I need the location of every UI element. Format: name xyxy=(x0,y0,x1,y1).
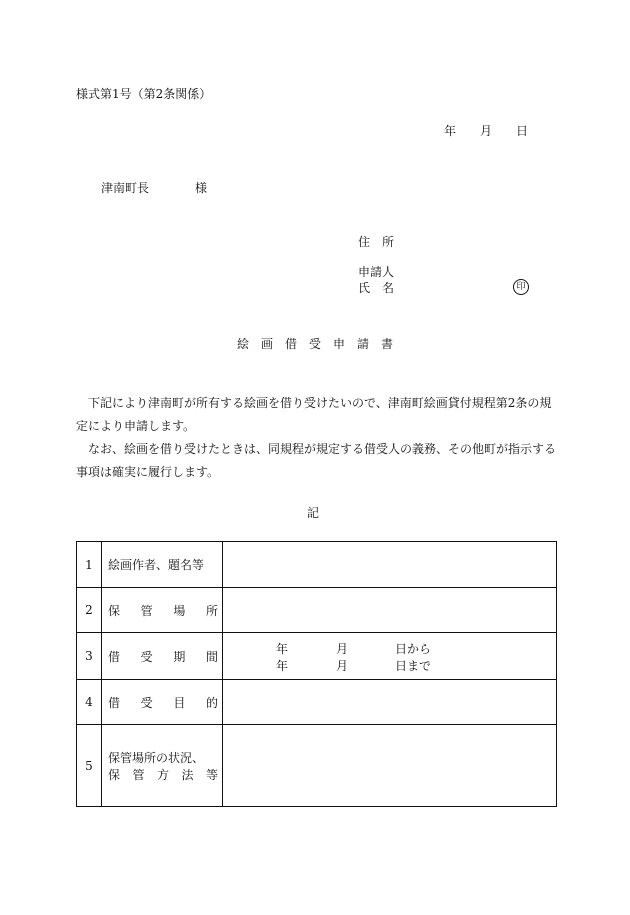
form-number: 様式第1号（第2条関係） xyxy=(76,87,212,101)
label-char: 的 xyxy=(205,695,218,710)
row-number: 1 xyxy=(77,542,102,588)
addressee-honorific: 様 xyxy=(195,181,208,195)
label-char: 間 xyxy=(205,649,218,664)
label-char: 借 xyxy=(108,649,121,664)
label-char: 保 xyxy=(108,767,121,782)
label-char: 所 xyxy=(205,603,218,618)
label-char: 期 xyxy=(173,649,186,664)
date-year-label: 年 xyxy=(444,124,457,138)
from-day: 日から xyxy=(395,642,432,656)
body-paragraph-1: 下記により津南町が所有する絵画を借り受けたいので、津南町絵画貸付規程第2条の規定により申請します。 xyxy=(76,396,552,433)
label-char: 受 xyxy=(140,649,153,664)
row-number: 4 xyxy=(77,680,102,725)
artwork-field[interactable] xyxy=(223,542,557,588)
table-row xyxy=(77,725,557,807)
label-line-1: 保管場所の状況、 xyxy=(108,750,205,765)
label-char: 管 xyxy=(132,767,145,782)
to-month: 月 xyxy=(336,659,349,673)
label-char: 保 xyxy=(108,603,121,618)
row-label xyxy=(102,588,223,633)
applicant-label: 申請人 xyxy=(358,265,395,279)
label-char: 法 xyxy=(181,767,194,782)
addressee-name: 津南町長 xyxy=(101,181,150,195)
name-label: 氏 名 xyxy=(358,281,395,295)
loan-purpose-field[interactable] xyxy=(223,680,557,725)
row-label xyxy=(102,633,223,680)
document-title: 絵 画 借 受 申 請 書 xyxy=(237,337,394,351)
label-char: 等 xyxy=(205,767,218,782)
label-char: 目 xyxy=(173,695,186,710)
label-char: 場 xyxy=(173,603,186,618)
row-number: 5 xyxy=(77,725,102,807)
row-number: 3 xyxy=(77,633,102,680)
date-day-label: 日 xyxy=(516,124,529,138)
to-day: 日まで xyxy=(395,659,432,673)
storage-conditions-field[interactable] xyxy=(223,725,557,807)
address-label: 住 所 xyxy=(358,235,395,249)
to-year: 年 xyxy=(276,659,289,673)
row-label xyxy=(102,725,223,807)
seal-mark: 印 xyxy=(513,279,529,295)
row-number: 2 xyxy=(77,588,102,633)
table-row xyxy=(77,633,557,680)
application-table xyxy=(76,541,557,807)
label-char: 管 xyxy=(140,603,153,618)
date-month-label: 月 xyxy=(480,124,493,138)
row-label: 絵画作者、題名等 xyxy=(102,542,223,588)
table-row xyxy=(77,588,557,633)
label-char: 方 xyxy=(156,767,169,782)
from-year: 年 xyxy=(276,642,289,656)
storage-location-field[interactable] xyxy=(223,588,557,633)
table-row xyxy=(77,680,557,725)
body-paragraph-2: なお、絵画を借り受けたときは、同規程が規定する借受人の義務、その他町が指示する事項は確実に履行します。 xyxy=(76,442,557,479)
from-month: 月 xyxy=(336,642,349,656)
row-label xyxy=(102,680,223,725)
label-char: 受 xyxy=(140,695,153,710)
ki-heading: 記 xyxy=(307,506,320,520)
label-char: 借 xyxy=(108,695,121,710)
loan-period-field[interactable] xyxy=(223,633,557,680)
table-row xyxy=(77,542,557,588)
